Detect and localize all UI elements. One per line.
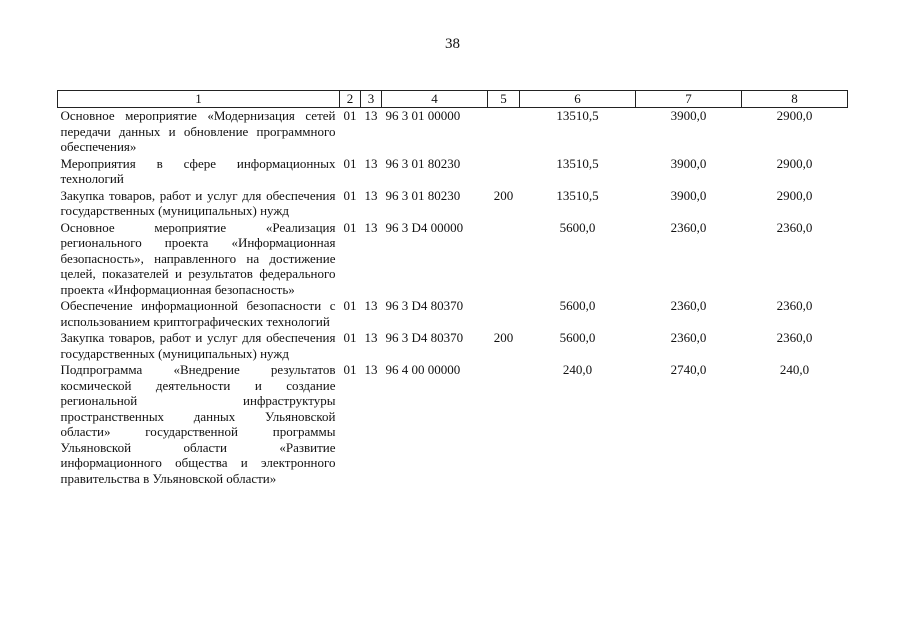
table-row — [58, 220, 848, 299]
row-subsection: 13 — [364, 219, 378, 235]
row-target-code: 96 3 01 80230 — [385, 187, 461, 203]
row-subsection: 13 — [364, 330, 378, 345]
row-target-code: 96 3 01 80230 — [385, 155, 461, 171]
row-section: 01 — [343, 155, 357, 171]
row-value-8: 240,0 — [779, 362, 810, 377]
header-col-2: 2 — [340, 91, 361, 108]
row-subsection: 13 — [364, 362, 378, 377]
row-name: Мероприятия в сфере информационных технологий — [60, 155, 336, 186]
row-value-8: 2360,0 — [776, 298, 813, 313]
row-expense-type — [488, 362, 520, 487]
row-target-code: 96 3 D4 00000 — [385, 219, 464, 235]
table-row — [58, 298, 848, 330]
row-expense-type — [488, 156, 520, 188]
row-name: Закупка товаров, работ и услуг для обеспечения государственных (муниципальных) нужд — [60, 330, 336, 361]
row-name: Закупка товаров, работ и услуг для обеспечения государственных (муниципальных) нужд — [60, 187, 336, 218]
header-row — [58, 91, 848, 108]
row-value-6: 240,0 — [562, 362, 593, 377]
header-col-5: 5 — [488, 91, 520, 108]
row-subsection: 13 — [364, 187, 378, 203]
row-subsection: 13 — [364, 155, 378, 171]
row-name: Основное мероприятие «Модернизация сетей передачи данных и обновление программного обеспечения» — [60, 108, 336, 154]
row-value-8: 2360,0 — [776, 219, 813, 235]
row-value-7: 2360,0 — [670, 298, 707, 313]
header-col-3: 3 — [361, 91, 382, 108]
row-target-code: 96 3 D4 80370 — [385, 298, 464, 313]
row-target-code: 96 3 01 00000 — [385, 108, 461, 123]
table-row — [58, 362, 848, 487]
row-value-8: 2360,0 — [776, 330, 813, 345]
row-value-7: 3900,0 — [670, 108, 707, 123]
row-section: 01 — [343, 219, 357, 235]
table-row — [58, 330, 848, 362]
header-col-4: 4 — [382, 91, 488, 108]
row-section: 01 — [343, 108, 357, 123]
row-section: 01 — [343, 187, 357, 203]
row-section: 01 — [343, 330, 357, 345]
row-value-6: 5600,0 — [559, 298, 596, 313]
row-expense-type: 200 — [493, 187, 514, 203]
row-subsection: 13 — [364, 108, 378, 123]
row-expense-type — [488, 108, 520, 156]
row-value-7: 3900,0 — [670, 187, 707, 203]
row-value-6: 5600,0 — [559, 219, 596, 235]
row-value-7: 2740,0 — [670, 362, 707, 377]
row-value-6: 13510,5 — [556, 108, 599, 123]
row-value-6: 13510,5 — [556, 187, 599, 203]
row-target-code: 96 4 00 00000 — [385, 362, 461, 377]
row-value-7: 2360,0 — [670, 330, 707, 345]
row-value-6: 5600,0 — [559, 330, 596, 345]
header-col-8: 8 — [742, 91, 848, 108]
row-value-8: 2900,0 — [776, 108, 813, 123]
page-number: 38 — [445, 36, 460, 52]
row-value-6: 13510,5 — [556, 155, 599, 171]
row-value-8: 2900,0 — [776, 155, 813, 171]
row-subsection: 13 — [364, 298, 378, 313]
row-expense-type: 200 — [493, 330, 514, 345]
row-expense-type — [488, 298, 520, 330]
table-row — [58, 156, 848, 188]
row-name: Обеспечение информационной безопасности с использованием криптографических технологий — [60, 298, 336, 329]
row-name: Основное мероприятие «Реализация регионального проекта «Информационная безопасность», направленного на достижение целей, показателей и результатов федерального проекта «Информационная безопасность» — [60, 219, 336, 297]
header-col-1: 1 — [58, 91, 340, 108]
row-expense-type — [488, 220, 520, 299]
header-col-6: 6 — [520, 91, 636, 108]
row-section: 01 — [343, 362, 357, 377]
table-row — [58, 108, 848, 156]
row-section: 01 — [343, 298, 357, 313]
budget-table — [57, 90, 848, 487]
row-value-7: 2360,0 — [670, 219, 707, 235]
row-target-code: 96 3 D4 80370 — [385, 330, 464, 345]
row-name: Подпрограмма «Внедрение результатов космической деятельности и создание региональной инфраструктуры пространственных данных Ульяновской области» государственной программы Ульяновской области «Развитие информационного общества и электронного правительства в Ульяновской области» — [60, 362, 336, 486]
table-row — [58, 188, 848, 220]
header-col-7: 7 — [636, 91, 742, 108]
row-value-8: 2900,0 — [776, 187, 813, 203]
row-value-7: 3900,0 — [670, 155, 707, 171]
